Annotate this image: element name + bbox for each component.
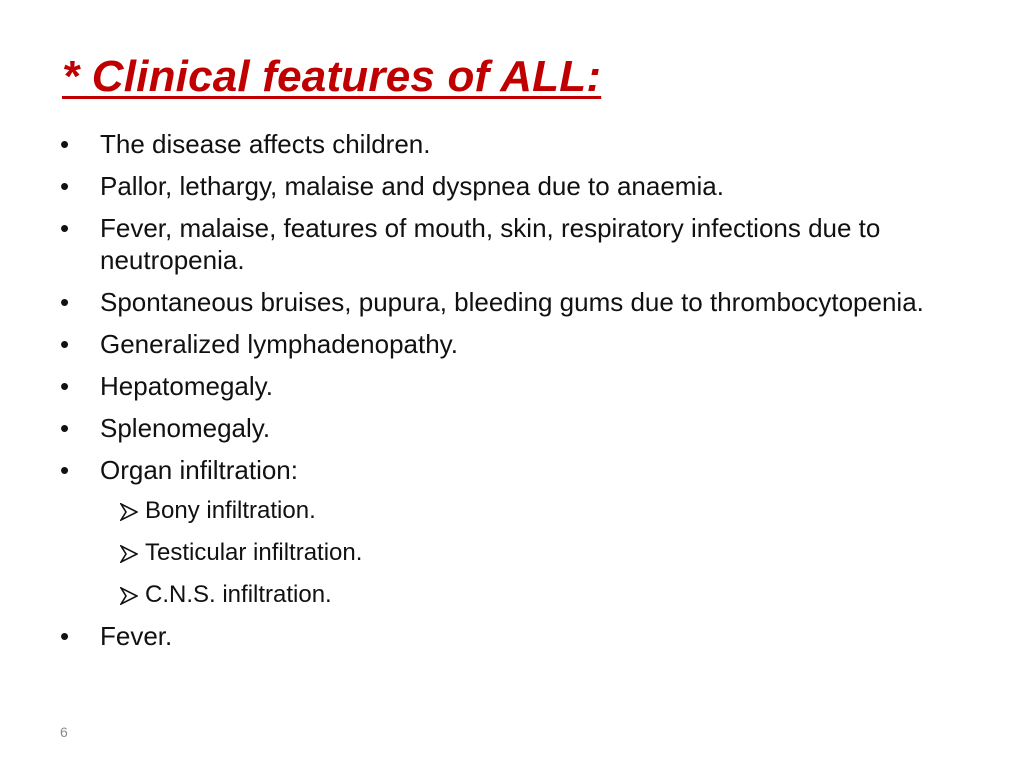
bullet-text: Fever. xyxy=(100,621,173,651)
bullet-dot-icon: • xyxy=(60,371,70,401)
bullet-item xyxy=(58,370,988,402)
sub-bullet-item xyxy=(58,538,988,568)
bullet-text: Fever, malaise, features of mouth, skin, respiratory infections due to neutropenia. xyxy=(100,213,881,275)
bullet-item xyxy=(58,170,988,202)
bullet-text: Generalized lymphadenopathy. xyxy=(100,329,458,359)
bullet-text: Spontaneous bruises, pupura, bleeding gums due to thrombocytopenia. xyxy=(100,287,924,317)
sub-bullet-text: Testicular infiltration. xyxy=(145,539,363,566)
slide-title: * Clinical features of ALL: xyxy=(62,52,602,101)
sub-bullet-text: C.N.S. infiltration. xyxy=(145,581,332,608)
bullet-text: Organ infiltration: xyxy=(100,455,298,485)
bullet-item xyxy=(58,328,988,360)
bullet-dot-icon: • xyxy=(60,129,70,159)
bullet-dot-icon: • xyxy=(60,621,70,651)
bullet-dot-icon: • xyxy=(60,413,70,443)
arrow-bullet-icon xyxy=(120,503,138,521)
bullet-text: Splenomegaly. xyxy=(100,413,271,443)
arrow-bullet-icon xyxy=(120,545,138,563)
bullet-item xyxy=(58,454,988,610)
page-number: 6 xyxy=(60,724,68,740)
bullet-dot-icon: • xyxy=(60,171,70,201)
bullet-text: The disease affects children. xyxy=(100,129,431,159)
bullet-dot-icon: • xyxy=(60,213,70,243)
bullet-item xyxy=(58,286,988,318)
bullet-dot-icon: • xyxy=(60,287,70,317)
bullet-dot-icon: • xyxy=(60,455,70,485)
sub-bullet-list xyxy=(100,496,988,610)
bullet-text: Pallor, lethargy, malaise and dyspnea due to anaemia. xyxy=(100,171,724,201)
sub-bullet-text: Bony infiltration. xyxy=(145,497,316,524)
bullet-item xyxy=(58,620,988,652)
bullet-dot-icon: • xyxy=(60,329,70,359)
arrow-bullet-icon xyxy=(120,587,138,605)
sub-bullet-item xyxy=(58,580,988,610)
bullet-text: Hepatomegaly. xyxy=(100,371,273,401)
sub-bullet-item xyxy=(58,496,988,526)
bullet-item xyxy=(58,128,988,160)
bullet-item xyxy=(58,212,988,276)
bullet-item xyxy=(58,412,988,444)
bullet-list xyxy=(58,128,988,662)
